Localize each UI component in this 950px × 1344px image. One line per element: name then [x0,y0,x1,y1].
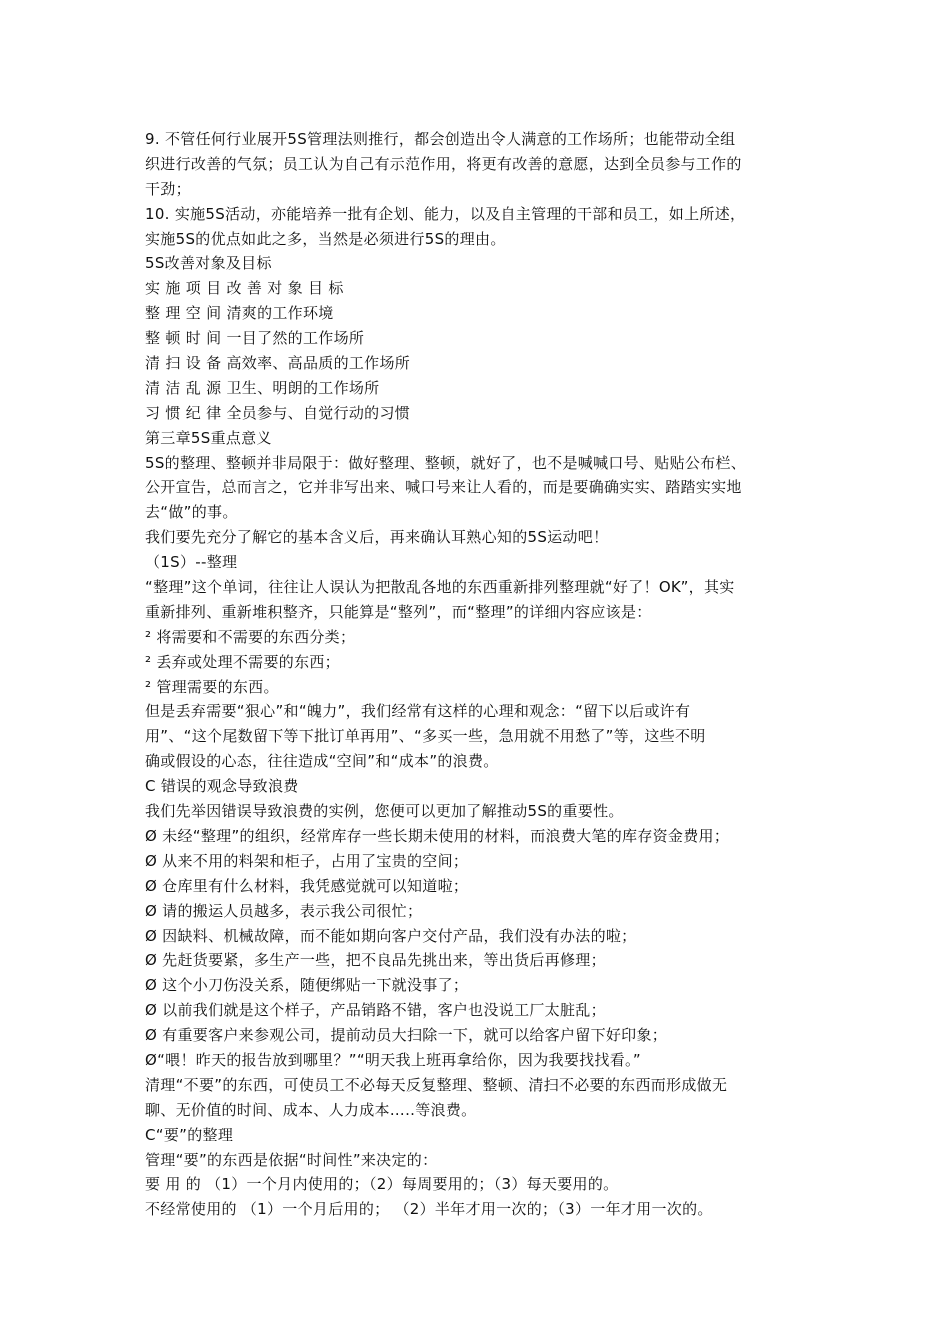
text-line: 去“做”的事。 [145,503,238,522]
text-line: Ø 请的搬运人员越多，表示我公司很忙； [145,901,423,920]
text-line: 整 顿 时 间 一目了然的工作场所 [145,329,365,348]
text-line: Ø 因缺料、机械故障，而不能如期向客户交付产品，我们没有办法的啦； [145,926,637,945]
text-line: Ø 未经“整理”的组织，经常库存一些长期未使用的材料，而浪费大笔的库存资金费用； [145,826,730,845]
text-line: 整 理 空 间 清爽的工作环境 [145,304,334,323]
text-line: 实施5S的优点如此之多，当然是必须进行5S的理由。 [145,229,506,248]
text-line: 聊、无价值的时间、成本、人力成本…..等浪费。 [145,1100,477,1119]
text-line: 要 用 的 （1）一个月内使用的；（2）每周要用的；（3）每天要用的。 [145,1175,619,1194]
document-body [145,127,810,1222]
text-line: 但是丢弃需要“狠心”和“魄力”，我们经常有这样的心理和观念：“留下以后或许有 [145,702,691,721]
text-line: 9. 不管任何行业展开5S管理法则推行，都会创造出令人满意的工作场所；也能带动全组 [145,130,736,148]
text-line: Ø 先赶货要紧，多生产一些，把不良品先挑出来，等出货后再修理； [145,951,606,970]
text-line: 确或假设的心态，往往造成“空间”和“成本”的浪费。 [145,752,499,771]
text-line: 清 洁 乱 源 卫生、明朗的工作场所 [145,378,380,397]
text-line: ² 丢弃或处理不需要的东西； [145,652,340,671]
text-line: Ø 有重要客户来参观公司，提前动员大扫除一下，就可以给客户留下好印象； [145,1026,668,1045]
text-line: C“要”的整理 [145,1125,234,1144]
text-line: ² 将需要和不需要的东西分类； [145,627,356,646]
text-line: Ø 以前我们就是这个样子，产品销路不错，客户也没说工厂太脏乱； [145,1001,606,1020]
text-line: 不经常使用的 （1）一个月后用的； （2）半年才用一次的；（3）一年才用一次的。 [145,1200,713,1219]
text-line: （1S）--整理 [145,553,238,572]
text-line: 用”、“这个尾数留下等下批订单再用”、“多买一些，急用就不用愁了”等，这些不明 [145,727,706,746]
text-line: 我们要先充分了解它的基本含义后，再来确认耳熟心知的5S运动吧！ [145,528,609,547]
text-line: Ø 从来不用的料架和柜子，占用了宝贵的空间； [145,851,469,870]
text-line: 习 惯 纪 律 全员参与、自觉行动的习惯 [145,403,411,422]
text-line: 织进行改善的气氛；员工认为自己有示范作用，将更有改善的意愿，达到全员参与工作的 [145,154,742,173]
text-line: ² 管理需要的东西。 [145,677,279,696]
text-line: 5S改善对象及目标 [145,254,272,273]
text-line: 干劲； [145,179,191,198]
text-line: 10. 实施5S活动，亦能培养一批有企划、能力，以及自主管理的干部和员工，如上所述， [145,204,746,223]
text-line: 管理“要”的东西是依据“时间性”来决定的： [145,1150,438,1169]
text-line: C 错误的观念导致浪费 [145,777,299,796]
text-line: 我们先举因错误导致浪费的实例，您便可以更加了解推动5S的重要性。 [145,802,624,821]
text-line: 清 扫 设 备 高效率、高品质的工作场所 [145,354,411,373]
text-line: 5S的整理、整顿并非局限于：做好整理、整顿，就好了，也不是喊喊口号、贴贴公布栏、 [145,453,747,472]
text-line: 公开宣告，总而言之，它并非写出来、喊口号来让人看的，而是要确确实实、踏踏实实地 [145,478,742,497]
text-line: 重新排列、重新堆积整齐，只能算是“整列”，而“整理”的详细内容应该是： [145,602,652,621]
text-line: Ø 这个小刀伤没关系，随便绑贴一下就没事了； [145,976,469,995]
text-line: Ø“喂！昨天的报告放到哪里？”“明天我上班再拿给你，因为我要找找看。” [145,1050,641,1069]
text-line: Ø 仓库里有什么材料，我凭感觉就可以知道啦； [145,876,469,895]
text-line: 实 施 项 目 改 善 对 象 目 标 [145,279,344,298]
text-line: “整理”这个单词，往往让人误认为把散乱各地的东西重新排列整理就“好了！OK”，其实 [145,578,735,597]
text-line: 第三章5S重点意义 [145,428,272,447]
text-line: 清理“不要”的东西，可使员工不必每天反复整理、整顿、清扫不必要的东西而形成做无 [145,1075,728,1094]
